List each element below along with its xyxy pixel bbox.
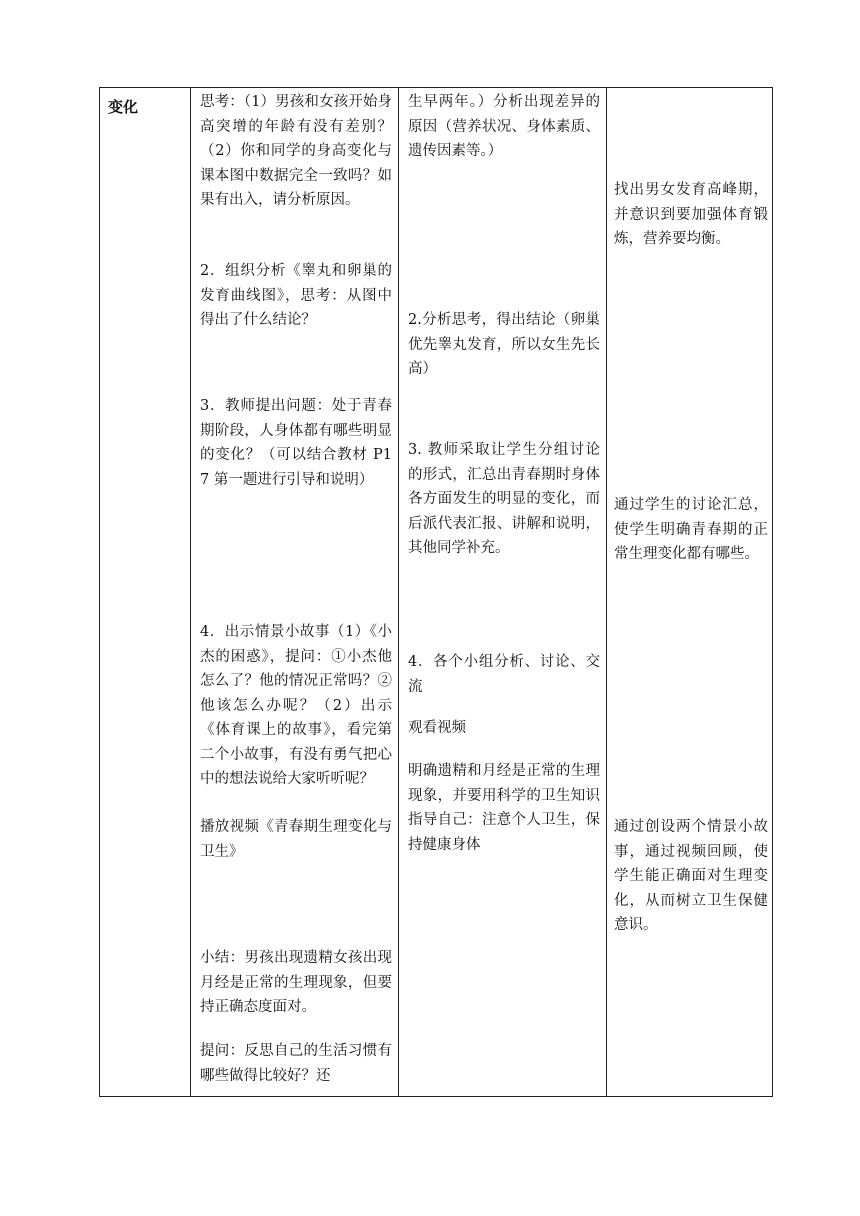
- lesson-plan-table: [99, 87, 773, 1097]
- student-activity-video: 观看视频: [408, 720, 466, 736]
- student-activity-conclusion: 明确遗精和月经是正常的生理现象，并要用科学的卫生知识指导自己：注意个人卫生，保持健康身体: [408, 763, 600, 853]
- student-activity-cell: [398, 88, 606, 1096]
- teacher-activity-video: 播放视频《青春期生理变化与卫生》: [200, 819, 392, 860]
- teacher-activity-summary: 小结：男孩出现遗精女孩出现月经是正常的生理现象，但要持正确态度面对。: [200, 950, 392, 1015]
- design-intent-cell: [606, 88, 772, 1096]
- teacher-activity-question: 提问：反思自己的生活习惯有哪些做得比较好？还: [200, 1043, 392, 1084]
- teacher-activity-2: 2．组织分析《睾丸和卵巢的发育曲线图》，思考：从图中得出了什么结论？: [200, 263, 392, 328]
- student-activity-3: 3. 教师采取让学生分组讨论的形式，汇总出青春期时身体各方面发生的明显的变化，而后派代表汇报、讲解和说明，其他同学补充。: [408, 442, 600, 556]
- design-intent-2: 通过学生的讨论汇总，使学生明确青春期的正常生理变化都有哪些。: [614, 497, 768, 562]
- design-intent-1: 找出男女发育高峰期，并意识到要加强体育锻炼，营养要均衡。: [614, 182, 768, 247]
- row-label: 变化: [108, 98, 139, 116]
- student-activity-2: 2.分析思考，得出结论（卵巢优先睾丸发育，所以女生先长高）: [408, 312, 600, 377]
- row-label-cell: [100, 88, 190, 1096]
- teacher-activity-3: 3．教师提出问题：处于青春期阶段，人身体都有哪些明显的变化？（可以结合教材 P17 第一题进行引导和说明）: [200, 398, 392, 488]
- teacher-activity-4: 4．出示情景小故事（1）《小杰的困惑》，提问：①小杰他怎么了？他的情况正常吗？②他该怎么办呢？（2）出示《体育课上的故事》，看完第二个小故事，有没有勇气把心中的想法说给大家听听呢？: [200, 624, 392, 787]
- design-intent-3: 通过创设两个情景小故事，通过视频回顾，使学生能正确面对生理变化，从而树立卫生保健意识。: [614, 819, 768, 933]
- teacher-activity-cell: [190, 88, 398, 1096]
- student-activity-1: 生早两年。）分析出现差异的原因（营养状况、身体素质、遗传因素等。）: [408, 94, 600, 159]
- teacher-activity-1: 思考：（1）男孩和女孩开始身高突增的年龄有没有差别？（2）你和同学的身高变化与课本图中数据完全一致吗？如果有出入，请分析原因。: [200, 94, 392, 208]
- student-activity-4: 4．各个小组分析、讨论、交流: [408, 654, 600, 695]
